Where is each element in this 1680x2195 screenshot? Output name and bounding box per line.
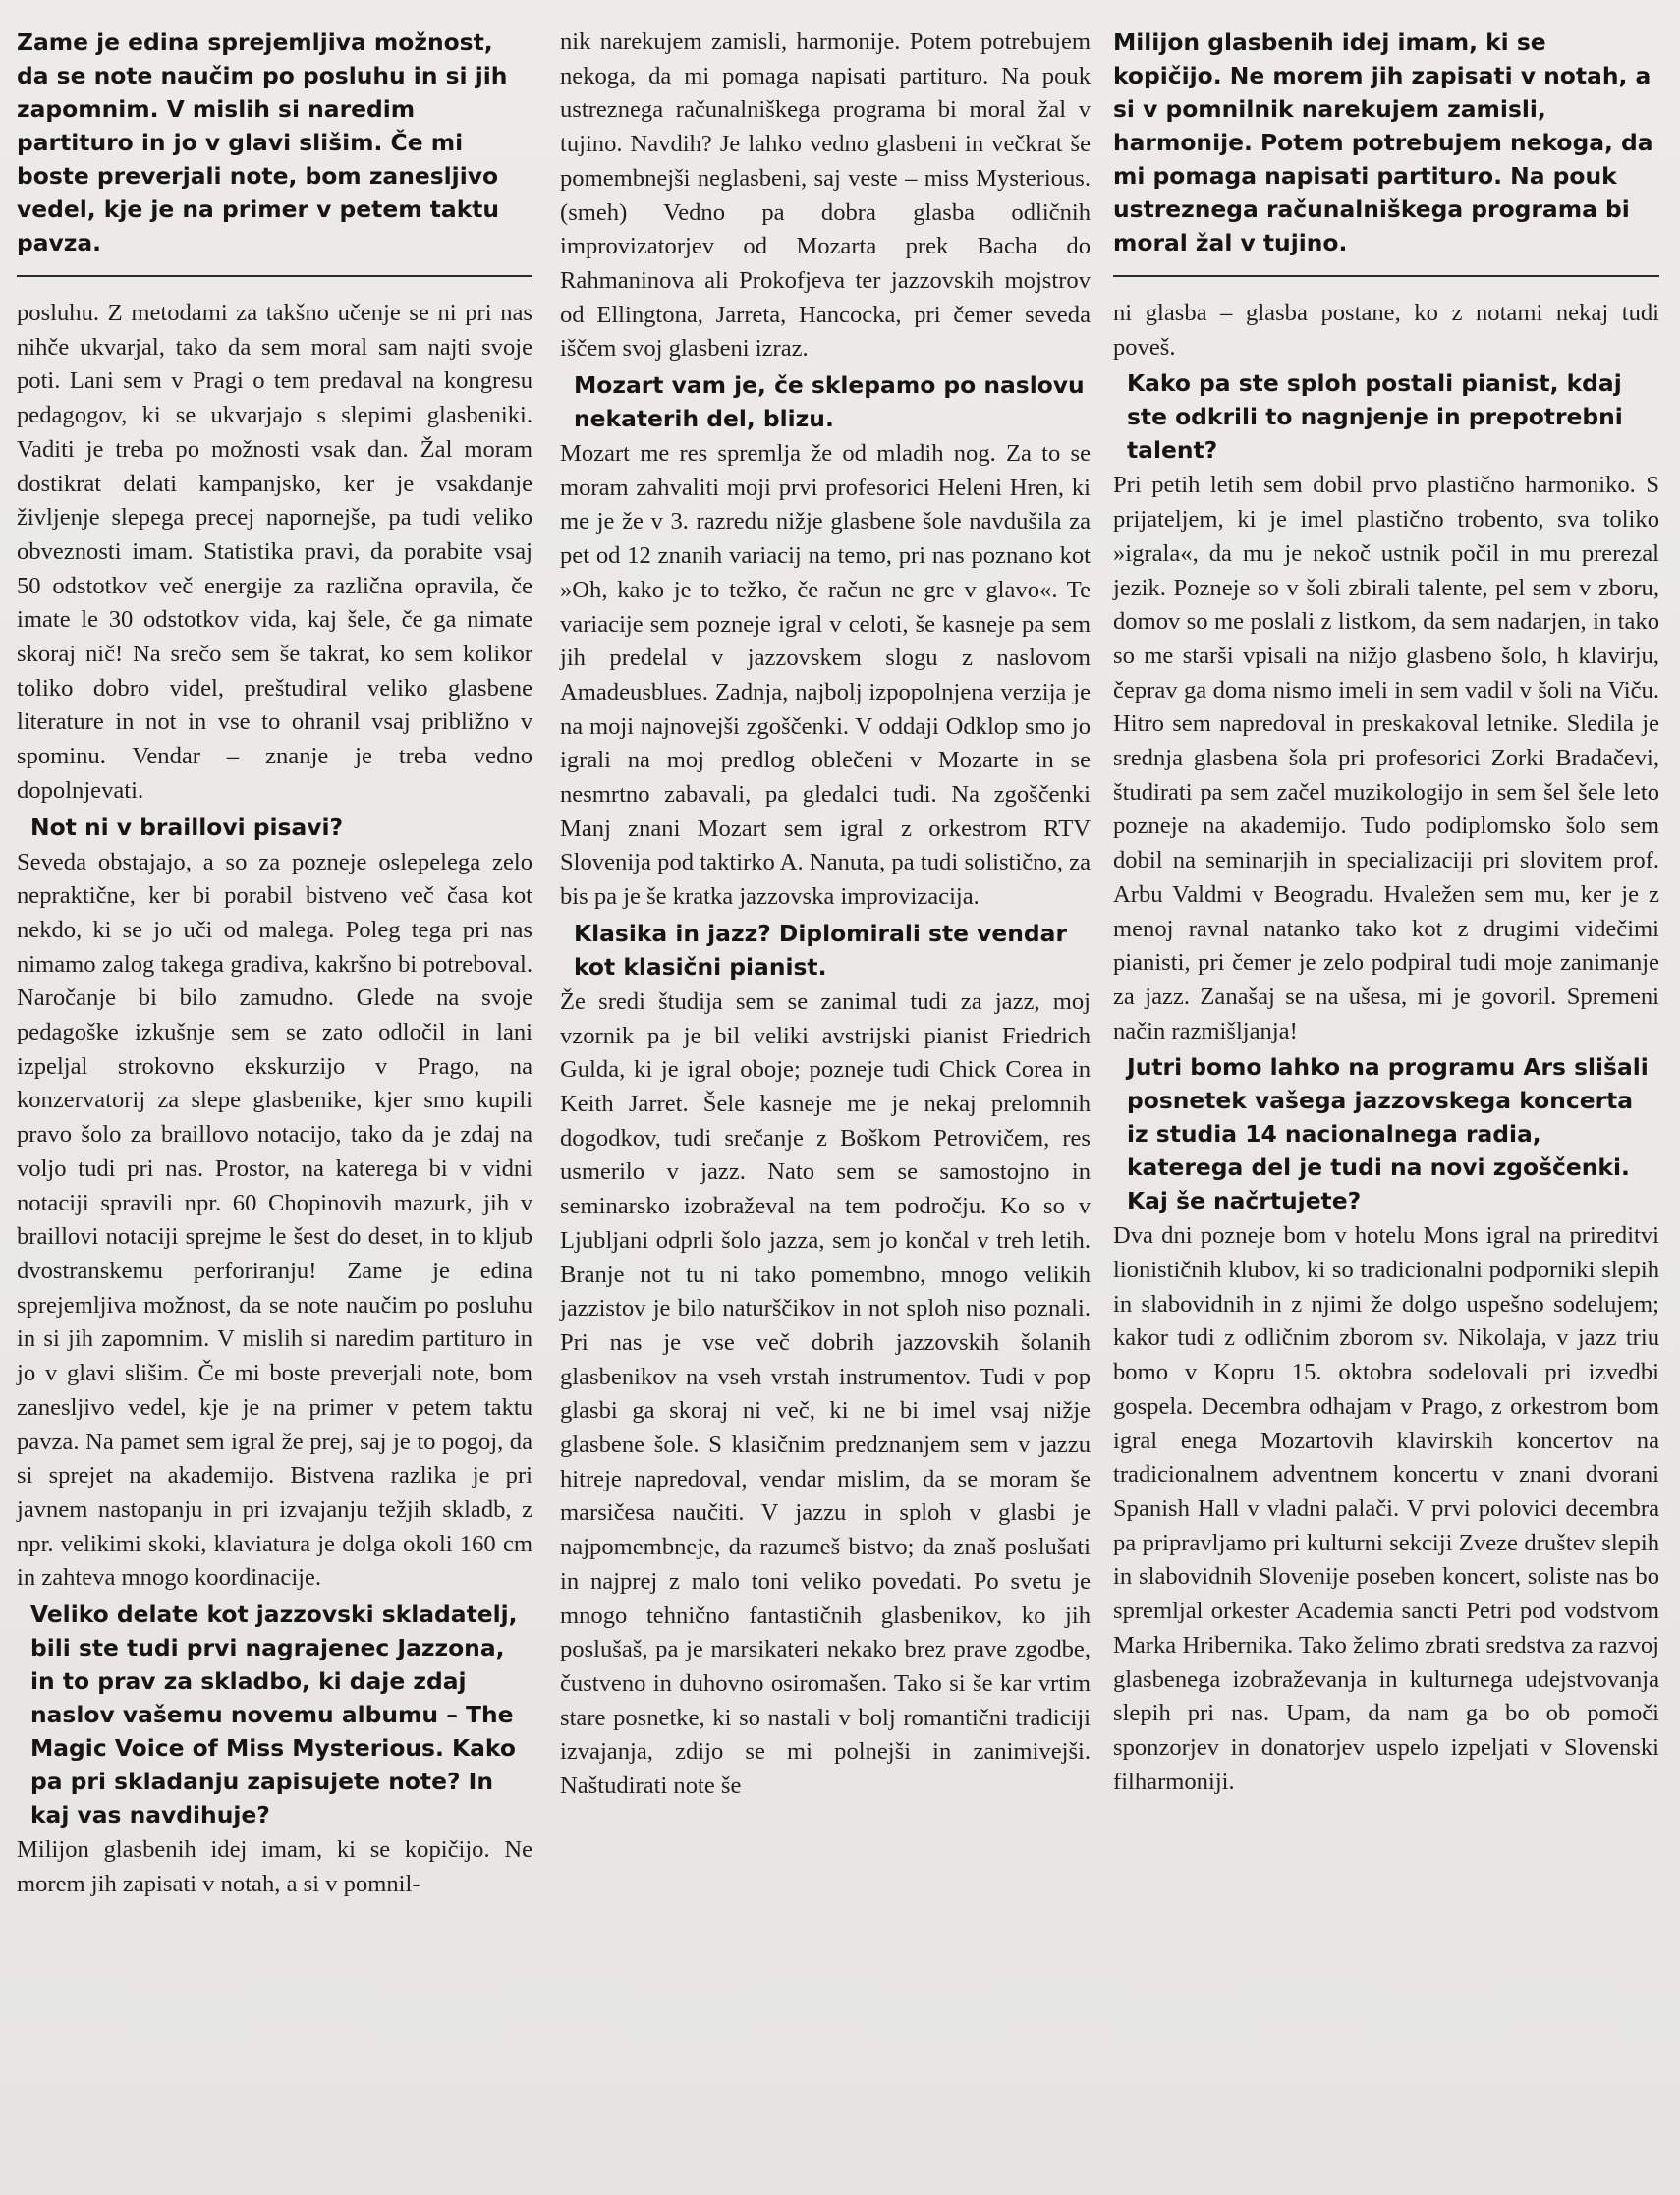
body-paragraph: Dva dni pozneje bom v hotelu Mons igral na prireditvi lionističnih klubov, ki so tradicionalni podporniki slepih in slabovidnih in z njimi že dolgo uspešno sodelujem; kakor tudi z odličnim zborom sv. Nikolaja, v jazz triu bomo v Kopru 15. oktobra sodelovali pri izvedbi gospela. Decembra odhajam v Prago, z orkestrom bom igral enega Mozartovih klavirskih koncertov na tradicionalnem adventnem koncertu v znani dvorani Spanish Hall v vladni palači. V prvi polovici decembra pa pripravljamo pri kulturni sekciji Zveze društev slepih in slabovidnih Slovenije poseben koncert, soliste nas bo spremljal orkester Academia sancti Petri pod vodstvom Marka Hribernika. Tako želimo zbrati sredstva za razvoj glasbenega izobraževanja in kulturnega udejstvovanja slepih pri nas. Upam, da nam ga bo ob pomoči sponzorjev in donatorjev uspelo izpeljati v Slovenski filharmoniji. — [1113, 1222, 1659, 1795]
column-right — [1113, 26, 1659, 1799]
column-middle — [560, 26, 1091, 1804]
pull-quote-rule — [1113, 275, 1659, 277]
interview-question: Kako pa ste sploh postali pianist, kdaj ste odkrili to nagnjenje in prepotrebni talent? — [1127, 369, 1623, 465]
body-paragraph: Seveda obstajajo, a so za pozneje oslepelega zelo nepraktične, ker bi porabil bistveno več časa kot nekdo, ki se jo uči od malega. Poleg tega pri nas nimamo zalog takega gradiva, kakršno bi potreboval. Naročanje bi bilo zamudno. Glede na svoje pedagoške izkušnje sem se zato odločil in lani izpeljal strokovno ekskurzijo v Prago, na konzervatorij za slepe glasbenike, kjer smo kupili pravo šolo za braillovo notacijo, tako da je zdaj na voljo tudi pri nas. Prostor, na katerega bi v vidni notaciji spravili npr. 60 Chopinovih mazurk, jih v braillovi notaciji sprejme le šest do deset, in to kljub dvostranskemu perforiranju! Zame je edina sprejemljiva možnost, da se note naučim po posluhu in si jih zapomnim. V mislih si naredim partituro in jo v glavi slišim. Če mi boste preverjali note, bom zanesljivo vedel, kje je na primer v petem taktu pavza. Na pamet sem igral že prej, saj je to pogoj, da si sprejet na akademijo. Bistvena razlika je pri javnem nastopanju in pri izvajanju težjih skladb, z npr. velikimi skoki, klaviatura je dolga okoli 160 cm in zahteva mnogo koordinacije. — [17, 848, 532, 1592]
column-left — [17, 26, 532, 1901]
interview-question: Not ni v braillovi pisavi? — [30, 813, 344, 841]
body-paragraph: Mozart me res spremlja že od mladih nog. Za to se moram zahvaliti moji prvi profesorici Heleni Hren, ki me je že v 3. razredu nižje glasbene šole navdušila za pet od 12 znanih variacij na temo, pri nas poznano kot »Oh, kako je to težko, če račun ne gre v glavo«. Te variacije sem pozneje igral v celoti, še kasneje pa sem jih predelal v jazzovskem slogu z naslovom Amadeusblues. Zadnja, najbolj izpopolnjena verzija je na moji najnovejši zgoščenki. V oddaji Odklop smo jo igrali na moj predlog oblečeni v Mozarte in se nesmrtno zabavali, pa gledalci tudi. Na zgoščenki Manj znani Mozart sem igral z orkestrom RTV Slovenija pod taktirko A. Nanuta, pa tudi solistično, za bis pa je še kratka jazzovska improvizacija. — [560, 440, 1091, 911]
interview-question: Mozart vam je, če sklepamo po naslovu nekaterih del, blizu. — [574, 371, 1085, 433]
interview-question: Jutri bomo lahko na programu Ars slišali posnetek vašega jazzovskega koncerta iz studia 14 nacionalnega radia, katerega del je tudi na novi zgoščenki. Kaj še načrtujete? — [1127, 1053, 1649, 1215]
body-paragraph: ni glasba – glasba postane, ko z notami nekaj tudi poveš. — [1113, 300, 1659, 361]
body-paragraph: Pri petih letih sem dobil prvo plastično harmoniko. S prijateljem, ki je imel plastično trobento, sva toliko »igrala«, da mu je nekoč ustnik počil in mu prerezal jezik. Pozneje so v šoli zbirali talente, pel sem v zboru, domov so me poslali z listkom, da sem nadarjen, in tako so me starši vpisali na nižjo glasbeno šolo, h klavirju, čeprav ga doma nismo imeli in sem vadil v šoli na Viču. Hitro sem napredoval in preskakoval letnike. Sledila je srednja glasbena šola pri profesorici Zorki Bradačevi, študirati pa sem začel muzikologijo in sem šel šele leto pozneje na akademijo. Tudo podiplomsko šolo sem dobil na seminarjih in specializaciji pri slovitem prof. Arbu Valdmi v Beogradu. Hvaležen sem mu, ker je z menoj ravnal natanko tako kot z drugimi videčimi pianisti, pri čemer je zelo podpiral tudi moje zanimanje za jazz. Zanašaj se na ušesa, mi je govoril. Spremeni način razmišljanja! — [1113, 472, 1659, 1044]
pull-quote-right: Milijon glasbenih idej imam, ki se kopičijo. Ne morem jih zapisati v notah, a si v pomnilnik narekujem zamisli, harmonije. Potem potrebujem nekoga, da mi pomaga napisati partituro. Na pouk ustreznega računalniškega programa bi moral žal v tujino. — [1113, 28, 1653, 256]
body-paragraph: Že sredi študija sem se zanimal tudi za jazz, moj vzornik pa je bil veliki avstrijski pianist Friedrich Gulda, ki je igral oboje; pozneje tudi Chick Corea in Keith Jarret. Šele kasneje me je nekaj prelomnih dogodkov, tudi srečanje z Boškom Petrovičem, res usmerilo v jazz. Nato sem se samostojno in seminarsko izobraževal na tem področju. Ko so v Ljubljani odprli šolo jazza, sem jo končal v treh letih. Branje not tu ni tako pomembno, mnogo velikih jazzistov je bilo naturščikov in not sploh niso poznali. Pri nas je vse več dobrih jazzovskih šolanih glasbenikov na vseh vrstah instrumentov. Tudi v pop glasbi ga skoraj ni več, ki ne bi imel vsaj nižje glasbene šole. S klasičnim predznanjem sem v jazzu hitreje napredoval, vendar mislim, da se moram še marsičesa naučiti. V jazzu in sploh v glasbi je najpomembneje, da razumeš bistvo; da znaš poslušati in najprej z malo toni veliko povedati. Po svetu je mnogo tehnično fantastičnih glasbenikov, ko jih poslušaš, pa je marsikateri nekako brez prave zgodbe, čustveno in duhovno osiromašen. Tako si še kar vrtim stare posnetke, ki so nastali v bolj romantični tradiciji izvajanja, zdijo se mi polnejši in zanimivejši. Naštudirati note še — [560, 987, 1091, 1800]
interview-question: Klasika in jazz? Diplomirali ste vendar kot klasični pianist. — [574, 919, 1067, 981]
body-paragraph: Milijon glasbenih idej imam, ki se kopičijo. Ne morem jih zapisati v notah, a si v pomnil- — [17, 1836, 532, 1897]
interview-question: Veliko delate kot jazzovski skladatelj, bili ste tudi prvi nagrajenec Jazzona, in to prav za skladbo, ki daje zdaj naslov vašemu novemu albumu – The Magic Voice of Miss Mysterious. Kako pa pri skladanju zapisujete note? In kaj vas navdihuje? — [30, 1601, 518, 1829]
body-paragraph: posluhu. Z metodami za takšno učenje se ni pri nas nihče ukvarjal, tako da sem moral sam najti svoje poti. Lani sem v Pragi o tem predaval na kongresu pedagogov, ki se ukvarjajo s slepimi glasbeniki. Vaditi je treba po možnosti vsak dan. Žal moram dostikrat delati kampanjsko, ker je vsakdanje življenje slepega precej napornejše, pa tudi veliko obveznosti imam. Statistika pravi, da porabite vsaj 50 odstotkov več energije za različna opravila, če imate le 30 odstotkov vida, kaj šele, če ga nimate skoraj nič! Na srečo sem še takrat, ko sem kolikor toliko dobro videl, preštudiral veliko glasbene literature in not in vse to ohranil vsaj približno v spominu. Vendar – znanje je treba vedno dopolnjevati. — [17, 300, 532, 804]
pull-quote-left: Zame je edina sprejemljiva možnost, da se note naučim po posluhu in si jih zapomnim. V mislih si naredim partituro in jo v glavi slišim. Če mi boste preverjali note, bom zanesljivo vedel, kje je na primer v petem taktu pavza. — [17, 28, 508, 256]
body-paragraph: nik narekujem zamisli, harmonije. Potem potrebujem nekoga, da mi pomaga napisati partituro. Na pouk ustreznega računalniškega programa bi moral žal v tujino. Navdih? Je lahko vedno glasbeni in večkrat še pomembnejši neglasbeni, saj veste – miss Mysterious. (smeh) Vedno pa dobra glasba odličnih improvizatorjev od Mozarta prek Bacha do Rahmaninova ali Prokofjeva ter jazzovskih mojstrov od Ellingtona, Jarreta, Hancocka, pri čemer seveda iščem svoj glasbeni izraz. — [560, 28, 1091, 363]
pull-quote-rule — [17, 275, 532, 277]
